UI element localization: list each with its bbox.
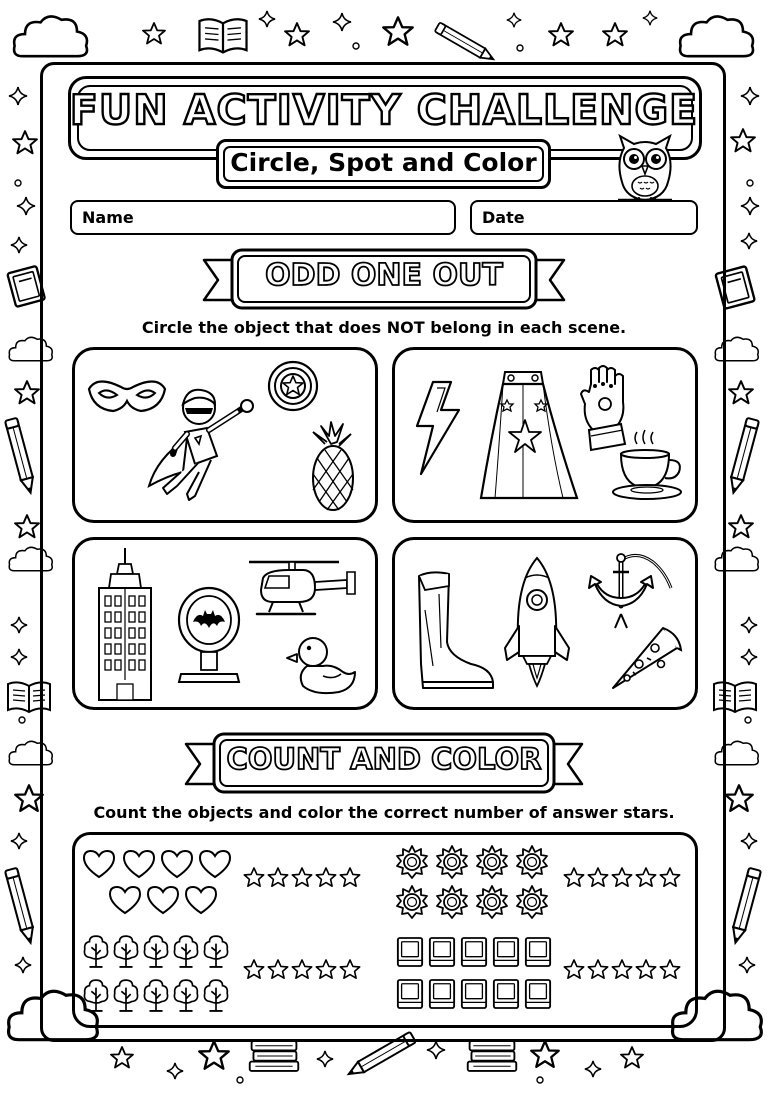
grappling-hook-icon[interactable] [589,554,671,628]
scene-panel-4[interactable] [392,537,698,710]
scene-panel-1[interactable] [72,347,378,523]
skyscraper-icon[interactable] [99,548,151,700]
superhero-icon[interactable] [149,390,253,500]
date-label: Date [482,208,525,227]
tree-answer-stars[interactable] [244,960,359,978]
book-answer-stars[interactable] [564,960,679,978]
scene-panel-2[interactable] [392,347,698,523]
pineapple-icon[interactable] [313,422,353,510]
name-label: Name [82,208,134,227]
owl-icon [612,134,678,206]
page-title: FUN ACTIVITY CHALLENGE [69,86,699,134]
book-group [398,938,550,1008]
odd-one-out-title: ODD ONE OUT [265,258,503,293]
boot-icon[interactable] [419,572,493,688]
helicopter-icon[interactable] [249,562,355,614]
page-subtitle: Circle, Spot and Color [230,148,537,177]
cape-icon[interactable] [481,372,577,498]
rocket-icon[interactable] [505,558,569,686]
tree-group [84,936,227,1011]
gauntlet-icon[interactable] [581,366,625,450]
pizza-slice-icon[interactable] [613,628,681,688]
shield-icon[interactable] [269,362,317,410]
sun-group [397,846,547,918]
name-field[interactable] [70,200,456,235]
odd-one-out-instruction: Circle the object that does NOT belong in each scene. [141,318,627,337]
sun-answer-stars[interactable] [564,868,679,886]
heart-answer-stars[interactable] [244,868,359,886]
count-grid [72,832,698,1028]
scene-panel-3[interactable] [72,537,378,710]
count-and-color-title: COUNT AND COLOR [226,742,542,776]
heart-group [84,851,230,913]
bat-signal-icon[interactable] [179,588,239,682]
count-and-color-instruction: Count the objects and color the correct number of answer stars. [93,803,675,822]
lightning-bolt-icon[interactable] [417,382,459,474]
mask-icon[interactable] [89,381,165,411]
rubber-duck-icon[interactable] [287,638,355,693]
date-field[interactable] [470,200,698,235]
